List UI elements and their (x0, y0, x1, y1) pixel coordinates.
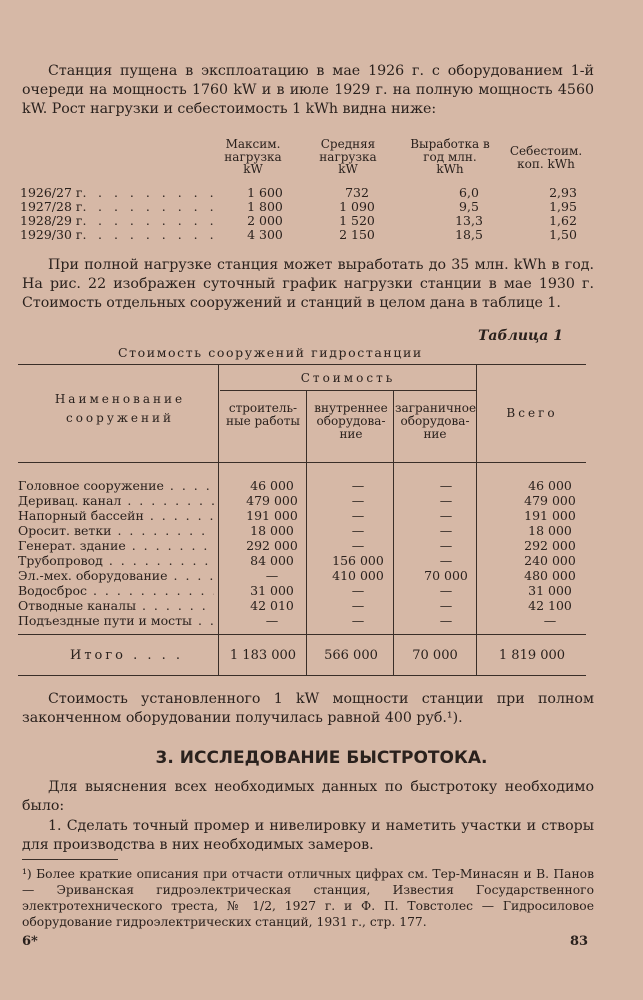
construction-cost: 31 000 (250, 583, 294, 598)
construction-cost: 46 000 (250, 478, 294, 493)
total-cost: 292 000 (524, 538, 576, 553)
load-row (20, 199, 580, 213)
year-cell: 1927/28 г. (20, 199, 87, 214)
col-header-avg-load: Средняя нагрузка kW (319, 137, 377, 176)
signature-mark: 6* (22, 934, 38, 949)
construction-cost: — (265, 613, 279, 628)
construction-cost: 191 000 (246, 508, 298, 523)
avg-cell: 2 150 (339, 227, 375, 242)
construction-cost: 18 000 (250, 523, 294, 538)
total-construction: 1 183 000 (229, 648, 297, 663)
foreign-cost: — (439, 583, 453, 598)
page-number: 83 (570, 934, 589, 949)
domestic-cost: — (351, 598, 365, 613)
intro-paragraph: Станция пущена в эксплоатацию в мае 1926 г. с оборудованием 1-й очереди на мощность 1760 kW и в июле 1929 г. на полную мощность 4560 kW. Рост нагрузки и себестоимость 1 kWh видна ниже: (22, 63, 594, 117)
paragraph-5: 1. Сделать точный промер и нивелировку и наметить участки и створы для производства в них необходимых замеров. (22, 818, 594, 853)
construction-cost: 292 000 (246, 538, 298, 553)
year-cell: 1926/27 г. (20, 185, 87, 200)
domestic-cost: — (351, 613, 365, 628)
leader-dots: . . . . . . . . (98, 185, 218, 200)
header-cost: Стоимость (300, 371, 396, 385)
total-cost: 46 000 (528, 478, 572, 493)
foreign-cost: — (439, 508, 453, 523)
header-construction: строитель-ные работы (226, 401, 300, 428)
total-cost: 31 000 (528, 583, 572, 598)
table-top-rule (18, 364, 586, 365)
max-cell: 1 600 (247, 185, 283, 200)
paragraph-4: Для выяснения всех необходимых данных по быстротоку необходимо было: (22, 779, 594, 814)
total-label: Итого . . . . (70, 648, 184, 663)
header-structure-name: Наименование сооружений (54, 392, 186, 425)
domestic-cost: — (351, 508, 365, 523)
domestic-cost: — (351, 538, 365, 553)
structure-name: Подъездные пути и мосты . . . (18, 613, 214, 628)
gen-cell: 18,5 (455, 227, 483, 242)
total-foreign: 70 000 (412, 648, 458, 663)
table-row (18, 598, 588, 613)
table-row (18, 553, 588, 568)
max-cell: 2 000 (247, 213, 283, 228)
max-cell: 1 800 (247, 199, 283, 214)
domestic-cost: — (351, 478, 365, 493)
total-overall: 1 819 000 (498, 648, 566, 663)
construction-cost: 479 000 (246, 493, 298, 508)
structure-name: Деривац. канал . . . (18, 493, 214, 508)
foreign-cost: — (439, 523, 453, 538)
domestic-cost: — (351, 493, 365, 508)
table-row (18, 568, 588, 583)
structure-name: Оросит. ветки . . . (18, 523, 214, 538)
table-row (18, 508, 588, 523)
year-cell: 1928/29 г. (20, 213, 87, 228)
header-domestic-equipment: внутреннее оборудова-ние (314, 401, 388, 441)
max-cell: 4 300 (247, 227, 283, 242)
cost-cell: 1,62 (549, 213, 577, 228)
total-cost: 480 000 (524, 568, 576, 583)
table-header-rule (18, 462, 586, 463)
foreign-cost: — (439, 613, 453, 628)
table-number: Таблица 1 (478, 328, 563, 344)
paragraph-3: Стоимость установленного 1 kW мощности станции при полном законченном оборудовании получилась равной 400 руб.¹). (22, 691, 594, 726)
construction-cost: 42 010 (250, 598, 294, 613)
leader-dots: . . . . . . . . (98, 213, 218, 228)
domestic-cost: — (351, 523, 365, 538)
table-total-rule (18, 634, 586, 635)
structure-name: Эл.-мех. оборудование . . . (18, 568, 214, 583)
table-row (18, 493, 588, 508)
leader-dots: . . . . . . . . (98, 227, 218, 242)
foreign-cost: 70 000 (424, 568, 468, 583)
gen-cell: 9,5 (459, 199, 479, 214)
structure-name: Напорный бассейн . . . (18, 508, 214, 523)
domestic-cost: 410 000 (332, 568, 384, 583)
cost-cell: 1,50 (549, 227, 577, 242)
total-cost: 240 000 (524, 553, 576, 568)
header-foreign-equipment: заграничное оборудова-ние (395, 401, 477, 441)
foreign-cost: — (439, 598, 453, 613)
load-row (20, 185, 580, 199)
structure-name: Водосброс . . . (18, 583, 214, 598)
paragraph-2: При полной нагрузке станция может выработать до 35 млн. kWh в год. На рис. 22 изображен суточный график нагрузки станции в мае 1930 г. Стоимость отдельных сооружений и станций в целом дана в таблице 1. (22, 257, 594, 311)
load-row (20, 213, 580, 227)
avg-cell: 732 (345, 185, 369, 200)
cost-cell: 1,95 (549, 199, 577, 214)
gen-cell: 6,0 (459, 185, 479, 200)
section-heading: 3. ИССЛЕДОВАНИЕ БЫСТРОТОКА. (155, 748, 488, 768)
structure-name: Генерат. здание . . . (18, 538, 214, 553)
structure-name: Трубопровод . . . (18, 553, 214, 568)
table-title: Стоимость сооружений гидростанции (118, 345, 423, 360)
leader-dots: . . . . . . . . (98, 199, 218, 214)
foreign-cost: — (439, 553, 453, 568)
avg-cell: 1 090 (339, 199, 375, 214)
foreign-cost: — (439, 478, 453, 493)
table-row (18, 583, 588, 598)
structure-name: Отводные каналы . . . (18, 598, 214, 613)
domestic-cost: 156 000 (332, 553, 384, 568)
total-domestic: 566 000 (324, 648, 378, 663)
cost-cell: 2,93 (549, 185, 577, 200)
header-total: Всего (506, 406, 558, 420)
construction-cost: 84 000 (250, 553, 294, 568)
col-header-cost: Себестоим. коп. kWh (509, 144, 583, 171)
load-row (20, 227, 580, 241)
construction-cost: — (265, 568, 279, 583)
avg-cell: 1 520 (339, 213, 375, 228)
foreign-cost: — (439, 493, 453, 508)
footnote: ¹) Более краткие описания при отчасти отличных цифрах см. Тер-Минасян и В. Панов — Эриванская гидроэлектрическая станция, Известия Государственного электротехнического треста, № 1/2, 1927 г. и Ф. П. Товстолес — Гидросиловое оборудование гидроэлектрических станций, 1931 г., стр. 177. (22, 867, 594, 929)
gen-cell: 13,3 (455, 213, 483, 228)
table-row (18, 478, 588, 493)
total-cost: 42 100 (528, 598, 572, 613)
table-row (18, 523, 588, 538)
table-bottom-rule (18, 675, 586, 676)
col-header-generation: Выработка в год млн. kWh (410, 137, 490, 176)
year-cell: 1929/30 г. (20, 227, 87, 242)
cost-header-rule (220, 390, 476, 391)
foreign-cost: — (439, 538, 453, 553)
structure-name: Головное сооружение . . . (18, 478, 214, 493)
col-header-max-load: Максим. нагрузка kW (224, 137, 282, 176)
total-cost: 18 000 (528, 523, 572, 538)
total-cost: — (543, 613, 557, 628)
footnote-rule (22, 859, 118, 860)
total-cost: 191 000 (524, 508, 576, 523)
table-row (18, 613, 588, 628)
table-row (18, 538, 588, 553)
total-cost: 479 000 (524, 493, 576, 508)
domestic-cost: — (351, 583, 365, 598)
